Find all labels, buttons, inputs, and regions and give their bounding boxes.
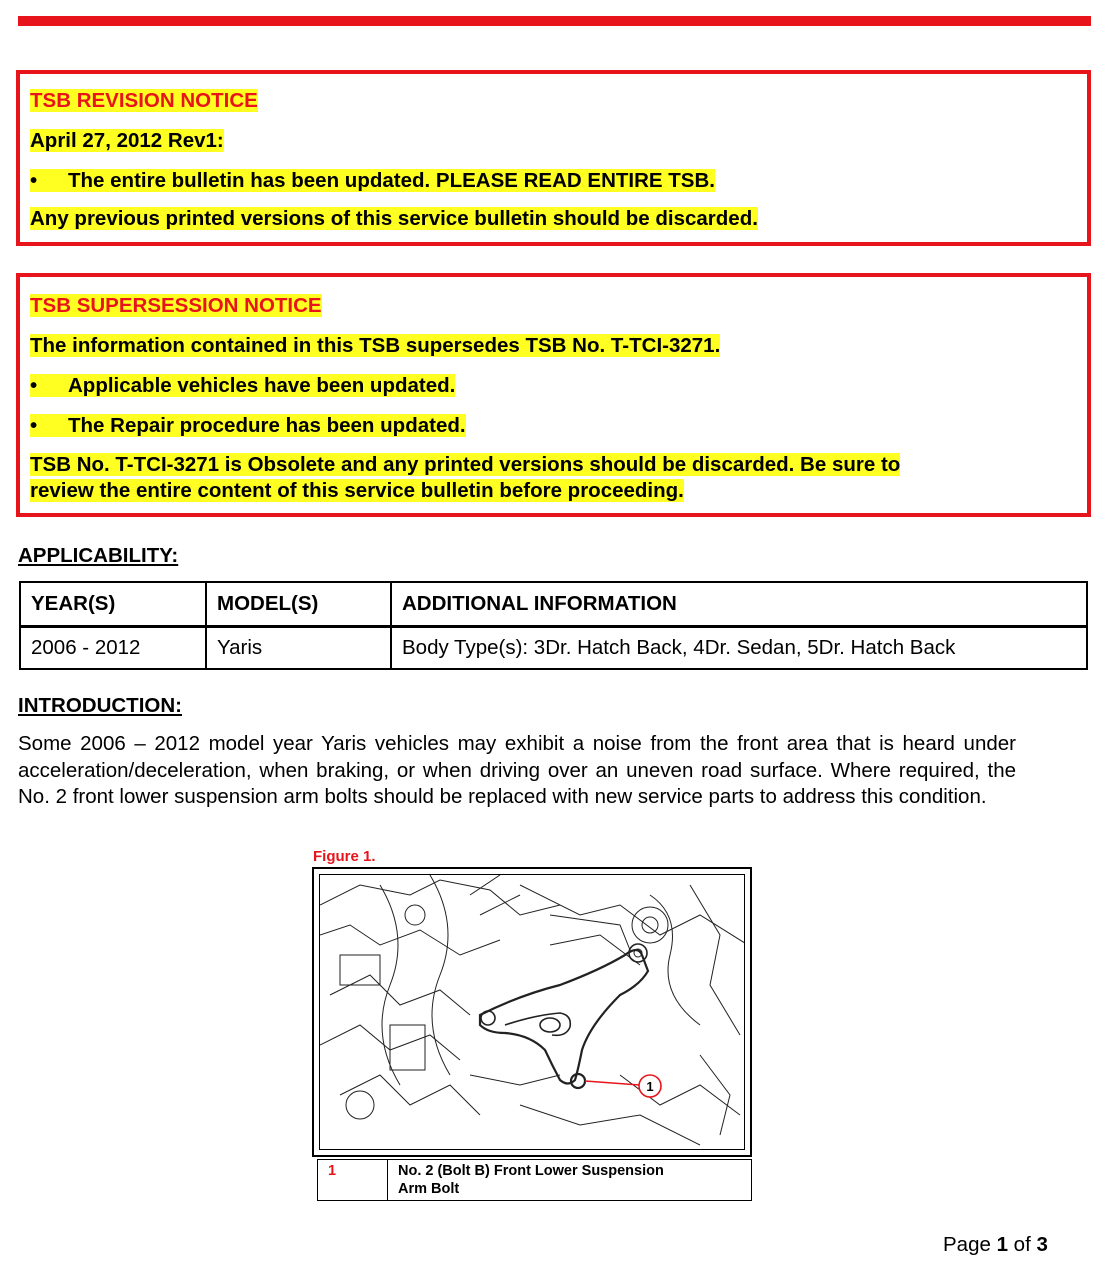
- revision-notice-box: [16, 70, 1091, 246]
- legend-description: No. 2 (Bolt B) Front Lower Suspension Arm Bolt: [388, 1160, 752, 1201]
- page-number: Page 1 of 3: [943, 1233, 1048, 1256]
- applicability-heading: APPLICABILITY:: [18, 544, 179, 567]
- supersession-notice-title: TSB SUPERSESSION NOTICE: [30, 294, 322, 317]
- bullet-icon: •: [30, 169, 38, 192]
- introduction-heading: INTRODUCTION:: [18, 694, 182, 717]
- table-row: [20, 627, 1087, 670]
- revision-date-line: April 27, 2012 Rev1:: [30, 129, 224, 152]
- column-header-additional-info: ADDITIONAL INFORMATION: [391, 582, 1087, 627]
- top-red-rule: [18, 16, 1091, 26]
- figure-frame: [312, 867, 752, 1157]
- cell-models: Yaris: [206, 627, 391, 670]
- bullet-icon: •: [30, 414, 38, 437]
- figure-caption: Figure 1.: [313, 848, 376, 865]
- supersession-footer-line-2: review the entire content of this service bulletin before proceeding.: [30, 479, 684, 502]
- supersession-footer-line-1: TSB No. T-TCI-3271 is Obsolete and any printed versions should be discarded. Be sure to: [30, 453, 901, 476]
- figure-callout-number: 1: [646, 1079, 654, 1094]
- applicability-table: [19, 581, 1088, 670]
- introduction-body: Some 2006 – 2012 model year Yaris vehicles may exhibit a noise from the front area that is heard under acceleration/deceleration, when braking, or when driving over an uneven road surface. Where required, the No. 2 front lower suspension arm bolts should be replaced with new service parts to address this condition.: [18, 732, 1016, 808]
- bullet-icon: •: [30, 374, 38, 397]
- figure-legend-table: [317, 1159, 752, 1201]
- supersession-intro: The information contained in this TSB supersedes TSB No. T-TCI-3271.: [30, 334, 721, 357]
- suspension-arm-illustration: [319, 874, 745, 1150]
- revision-footer: Any previous printed versions of this service bulletin should be discarded.: [30, 207, 758, 230]
- table-header-row: [20, 582, 1087, 627]
- supersession-bullet-1: • Applicable vehicles have been updated.: [30, 374, 456, 397]
- cell-years: 2006 - 2012: [20, 627, 206, 670]
- legend-number: 1: [318, 1160, 388, 1201]
- revision-bullet: • The entire bulletin has been updated. PLEASE READ ENTIRE TSB.: [30, 169, 715, 192]
- cell-additional-info: Body Type(s): 3Dr. Hatch Back, 4Dr. Sedan, 5Dr. Hatch Back: [391, 627, 1087, 670]
- table-row: [318, 1160, 752, 1201]
- supersession-notice-box: [16, 273, 1091, 517]
- revision-notice-title: TSB REVISION NOTICE: [30, 89, 258, 112]
- column-header-years: YEAR(S): [20, 582, 206, 627]
- column-header-models: MODEL(S): [206, 582, 391, 627]
- supersession-bullet-2: • The Repair procedure has been updated.: [30, 414, 466, 437]
